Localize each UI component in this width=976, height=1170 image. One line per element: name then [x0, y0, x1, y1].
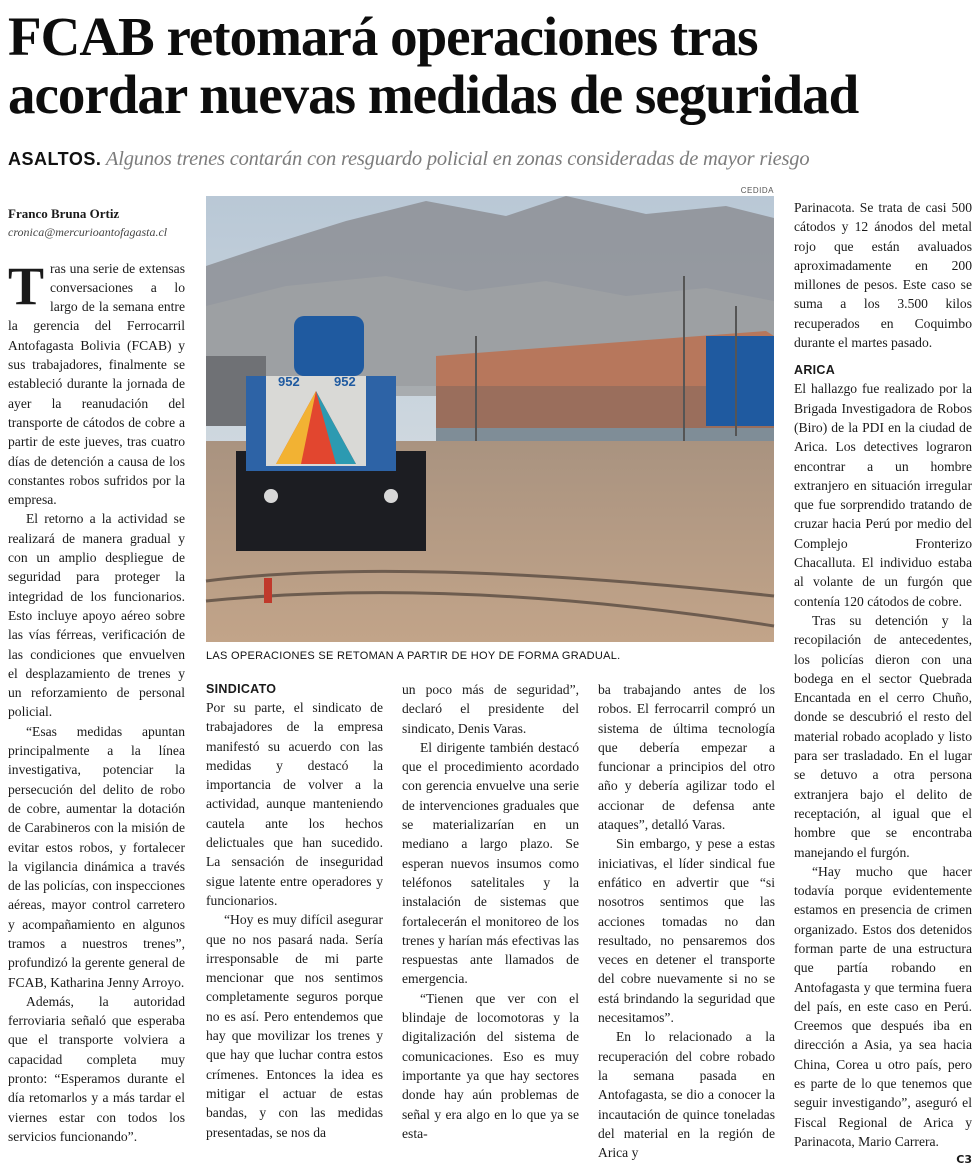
paragraph: Tras su detención y la recopilación de antecedentes, los policías dieron con una bodega en el sector Quebrada Encantada en el cerro Chuño, donde se descubrió el resto del material robado acoplado y listo para ser trasladado. En el lugar se detuvo a otra persona extranjera bajo el delito de receptación, al igual que el hombre que se encontraba manejando el furgón.: [794, 612, 972, 860]
article-column-2: [206, 680, 383, 1142]
train-photo: [206, 196, 774, 642]
article-column-1: [8, 204, 185, 1146]
paragraph: Además, la autoridad ferroviaria señaló que esperaba que el transporte volviera a capacidad completa muy pronto: “Esperamos durante el día retomarlos y a más tardar el viernes estar con todos los servicios funcionando”.: [8, 993, 185, 1144]
paragraph: Tras una serie de extensas conversaciones a lo largo de la semana entre la gerencia del Ferrocarril Antofagasta Bolivia (FCAB) y sus trabajadores, finalmente se estableció durante la jornada de ayer la reanudación del transporte de cátodos de cobre a partir de este jueves, tras cuatro días de detención a causa de los constantes robos sufridos por la empresa.: [8, 255, 185, 508]
photo-credit: CEDIDA: [740, 186, 774, 195]
article-column-3: [402, 680, 579, 1143]
locomotive-number-left: 952: [278, 374, 300, 389]
headline-line-1: FCAB retomará operaciones tras: [8, 6, 758, 67]
paragraph: “Hoy es muy difícil asegurar que no nos pasará nada. Sería irresponsable de mi parte mencionar que nos sentimos completamente seguros porque no es así. Pero entendemos que hay que movilizar los trenes y que hay que luchar contra estos crímenes. Entonces la idea es mitigar el actuar de estas bandas, y con las medidas presentadas, se nos da: [206, 912, 383, 1140]
locomotive-number-right: 952: [334, 374, 356, 389]
subhead: [8, 148, 973, 171]
photo-caption: LAS OPERACIONES SE RETOMAN A PARTIR DE HOY DE FORMA GRADUAL.: [206, 650, 621, 662]
paragraph: Sin embargo, y pese a estas iniciativas, el líder sindical fue enfático en advertir que “si nosotros sentimos que las acciones tomadas no dan resultado, no pensaremos dos veces en detener el transporte del cobre nuevamente si no se está brindando la seguridad que necesitamos”.: [598, 836, 775, 1026]
paragraph: “Hay mucho que hacer todavía porque evidentemente estamos en presencia de crimen organizado. Estos dos detenidos forman parte de una estructura que partía robando en Antofagasta y que termina fuera del país, en este caso en Perú. Creemos que después iba en dirección a Asia, ya sea hacia China, Corea u otro país, pero es parte de lo que tenemos que seguir investigando”, aseguró el Fiscal Regional de Arica y Parinacota, Mario Carrera.: [794, 863, 972, 1149]
end-mark: C3: [956, 1153, 972, 1167]
paragraph: El dirigente también destacó que el procedimiento acordado con gerencia envuelve una serie de intervenciones graduales que se materializarían en un mediano a largo plazo. Se esperan nuevos insumos como teléfonos satelitales y la instalación de sistemas que fortalecerán el monitoreo de los trenes y harían más efectivas las respuestas ante llamados de emergencia.: [402, 739, 579, 987]
section-heading-sindicato: SINDICATO: [206, 682, 277, 696]
paragraph: El retorno a la actividad se realizará de manera gradual y con un amplio despliegue de seguridad para proteger la integridad de los funcionarios. Esto incluye apoyo aéreo sobre las vías férreas, verificación de las condiciones que envuelven el desplazamiento de trenes y un reforzamiento de personal policial.: [8, 511, 185, 720]
paragraph: “Esas medidas apuntan principalmente a la línea investigativa, potenciar la persecución del delito de robo de cobre, aumentar la dotación de Carabineros con la misión de evitar estos robos, y fortalecer la vigilancia dinámica a través de las policías, con inspecciones aéreas, mayor control carretero y acompañamiento en algunos tramos a nuestros trenes”, profundizó la gerente general de FCAB, Katharina Jenny Arroyo.: [8, 723, 185, 990]
paragraph: Por su parte, el sindicato de trabajadores de la empresa manifestó su acuerdo con las medidas y destacó la importancia de volver a la actividad, aunque manteniendo cautela ante los hechos delictuales que han sucedido. La sensación de inseguridad sigue latente entre operadores y funcionarios.: [206, 700, 383, 908]
paragraph: “Tienen que ver con el blindaje de locomotoras y la digitalización del sistema de comunicaciones. Eso es muy importante ya que hay sectores donde hay aún problemas de señal y era algo en lo que ya se esta-: [402, 990, 579, 1141]
article-column-4: [598, 680, 775, 1162]
paragraph: En lo relacionado a la recuperación del cobre robado la semana pasada en Antofagasta, se dio a conocer la incautación de quince toneladas del material en la región de Arica y: [598, 1029, 775, 1161]
subhead-text: Algunos trenes contarán con resguardo policial en zonas consideradas de mayor riesgo: [105, 148, 810, 170]
paragraph: un poco más de seguridad”, declaró el presidente del sindicato, Denis Varas.: [402, 682, 579, 736]
paragraph: El hallazgo fue realizado por la Brigada Investigadora de Robos (Biro) de la PDI en la ciudad de Arica. Los detectives lograron encontrar a un hombre extranjero en situación irregular que fue sorprendido tratando de cruzar hacia Perú por medio del Complejo Fronterizo Chacalluta. El individuo estaba al volante de un furgón que contenía 120 cátodos de cobre.: [794, 381, 972, 609]
headline-line-2: acordar nuevas medidas de seguridad: [8, 64, 859, 125]
section-heading-arica: ARICA: [794, 363, 836, 378]
subhead-kicker: ASALTOS.: [8, 149, 102, 169]
paragraph: ba trabajando antes de los robos. El ferrocarril compró un sistema de última tecnología que debería empezar a funcionar a principios del otro año y debería agilizar todo el accionar de defensa ante ataques”, detalló Varas.: [598, 682, 775, 833]
byline-author: Franco Bruna Ortiz: [8, 206, 120, 221]
byline-email: cronica@mercurioantofagasta.cl: [8, 225, 168, 240]
headline: [8, 8, 968, 124]
paragraph: Parinacota. Se trata de casi 500 cátodos y 12 ánodos del metal rojo que están avaluados aproximadamente en 200 millones de pesos. Este caso se suma a los 3.500 kilos recuperados en Coquimbo durante el martes pasado.: [794, 200, 972, 351]
article-column-5: [794, 198, 972, 1170]
train-photo-illustration: [206, 196, 774, 642]
